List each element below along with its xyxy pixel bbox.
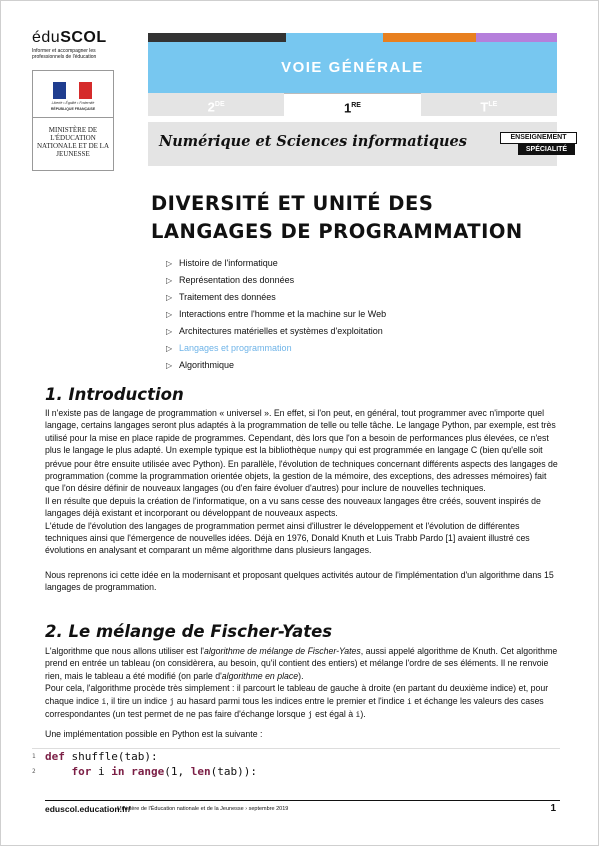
code-block — [32, 748, 560, 783]
section-fischer-yates-body — [45, 645, 560, 741]
theme-item[interactable]: ▷ Interactions entre l'homme et la machine sur le Web — [166, 308, 386, 325]
theme-item[interactable]: ▷ Architectures matérielles et systèmes d'exploitation — [166, 325, 386, 342]
paragraph: Une implémentation possible en Python est la suivante : — [45, 729, 263, 740]
level-tab-tle[interactable]: $T^{LE}$ — [421, 93, 557, 116]
paragraph: L'algorithme que nous allons utiliser est l'algorithme de mélange de Fischer-Yates, aussi appelé algorithme de Knuth. Cet algorithme prend en entrée un tableau (on considèrera, au besoin, qu'il contient des entiers) et mélange l'ordre de ses éléments. Il ne renvoie rien, mais le tableau a été modifié (on parle d'algorithme en place). — [45, 646, 558, 681]
line-number: 1 — [32, 753, 36, 760]
subject-banner — [148, 122, 568, 166]
line-number: 2 — [32, 768, 36, 775]
badge-enseignement: ENSEIGNEMENT — [500, 132, 577, 144]
voie-banner: VOIE GÉNÉRALE — [148, 42, 557, 93]
paragraph: Il en résulte que depuis la création de l'informatique, on a vu sans cesse des nouveaux langages être créés, souvent inspirés de langages déjà existant et incorporant ou développant de nouveaux aspects. — [45, 495, 541, 519]
section-introduction-body — [45, 407, 560, 594]
footer-text: Ministère de l'Éducation nationale et de la Jeunesse › septembre 2019 — [117, 806, 289, 812]
eduscol-tagline: Informer et accompagner les professionnels de l'éducation — [32, 48, 97, 60]
level-tab-1re[interactable]: 1RE — [284, 93, 420, 116]
french-flag-icon — [53, 82, 92, 99]
theme-list — [166, 257, 386, 376]
ministry-name: MINISTÈRE DE L'ÉDUCATION NATIONALE ET DE LA JEUNESSE — [37, 126, 109, 158]
theme-item[interactable]: ▷ Algorithmique — [166, 359, 386, 376]
color-bar-1 — [148, 33, 286, 42]
code-line: 2 for i in range(1, len(tab)): — [32, 765, 257, 778]
theme-item-active[interactable]: ▷ Langages et programmation — [166, 342, 386, 359]
title-line-1: DIVERSITÉ ET UNITÉ DES — [151, 192, 434, 215]
color-bar-4 — [476, 33, 557, 42]
color-bar-3 — [383, 33, 476, 42]
document-title — [151, 190, 571, 246]
eduscol-wordmark: éduSCOL — [32, 29, 107, 46]
level-tabs — [148, 93, 557, 116]
theme-item[interactable]: ▷ Histoire de l'informatique — [166, 257, 386, 274]
color-bar-2 — [286, 33, 383, 42]
republic-motto: Liberté • Égalité • Fraternité — [51, 101, 95, 105]
paragraph: Pour cela, l'algorithme procède très simplement : il parcourt le tableau de gauche à droite (en partant du deuxième indice) et, pour chaque indice i, il tire un indice j au hasard parmi tous les indices entre le premier et l'indice i et échange les valeurs des cases correspondantes (un test permet de ne pas faire d'échange lorsque j est égal à i). — [45, 683, 549, 720]
page-footer — [45, 800, 560, 817]
paragraph: L'étude de l'évolution des langages de programmation permet ainsi d'illustrer le développement et l'évolution de différentes techniques ainsi que l'émergence de nouvelles idées. Déjà en 1976, Donald Knuth et Luis Trabb Pardo [1] avaient illustré ces évolutions en analysant et comparant un même algorithme dans plusieurs langages. — [45, 520, 530, 556]
theme-item[interactable]: ▷ Traitement des données — [166, 291, 386, 308]
republic-name: RÉPUBLIQUE FRANÇAISE — [50, 107, 96, 111]
eduscol-logo[interactable] — [32, 30, 122, 60]
footer-site-link[interactable]: eduscol.education.fr/ — [45, 804, 131, 814]
section-heading-introduction: 1. Introduction — [45, 385, 184, 404]
subject-title: Numérique et Sciences informatiques — [159, 133, 467, 150]
section-heading-fischer-yates: 2. Le mélange de Fischer-Yates — [45, 622, 333, 641]
paragraph: Il n'existe pas de langage de programmation « universel ». En effet, si l'on peut, en général, tout programmer avec n'importe quel langage, certains langages seront plus adaptés à la programmation de telle ou telle tâche. Le langage Python, par exemple, est très utilisé pour la mise en place rapide de programmes. Cependant, dès lors que l'on a besoin de performances plus élevées, ce n'est plus le langage le plus adapté. Un exemple typique est la bibliothèque numpy qui est programmée en langage C (bien qu'elle soit prévue pour être ensuite utilisée avec Python). En parallèle, l'évolution de techniques concernant différents aspects des langages de programmation (comme la programmation orientée objets, la gestion de la mémoire, des exceptions, des adresses mémoires) fait que l'on désire définir de nouveaux langages (ou d'en faire évoluer d'autres) pour inclure de nouvelles techniques. — [45, 408, 558, 494]
badge-specialite: SPÉCIALITÉ — [518, 144, 575, 155]
page-number: 1 — [550, 803, 556, 814]
code-line: 1 def shuffle(tab): — [32, 750, 158, 763]
paragraph: Nous reprenons ici cette idée en la modernisant et proposant quelques activités autour de l'implémentation d'un algorithme dans 15 langages de programmation. — [45, 569, 554, 593]
theme-item[interactable]: ▷ Représentation des données — [166, 274, 386, 291]
level-tab-2de[interactable]: 2DE — [148, 93, 284, 116]
ministry-logo — [32, 70, 114, 171]
title-line-2: LANGAGES DE PROGRAMMATION — [151, 220, 523, 243]
